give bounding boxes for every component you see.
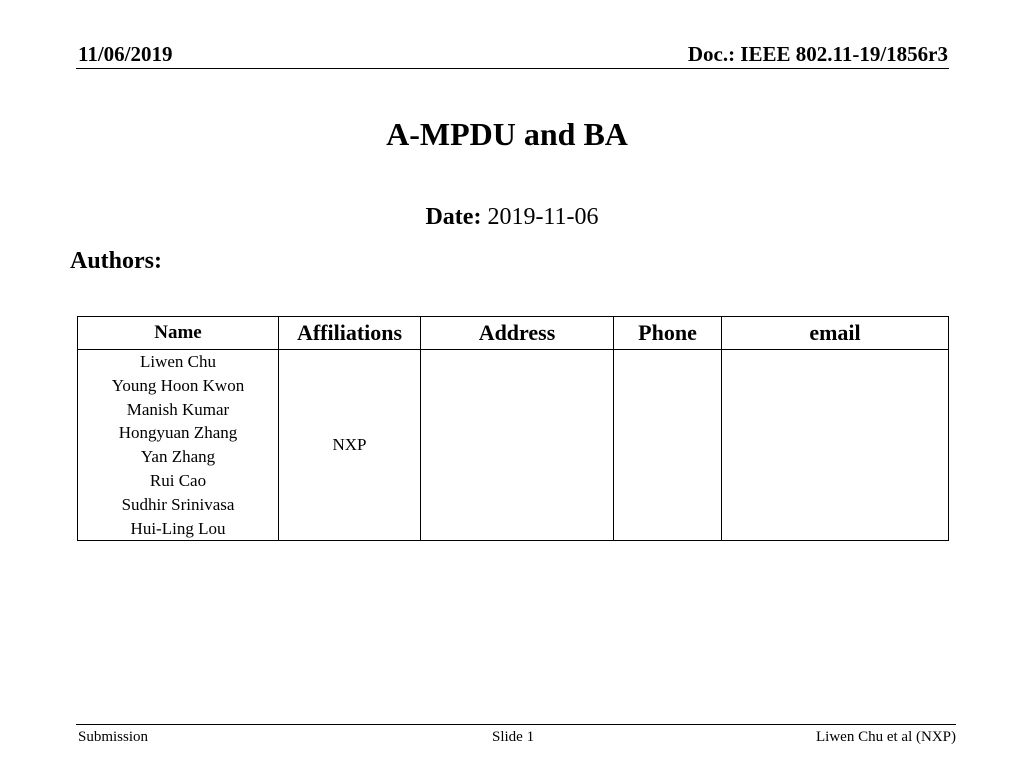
- column-header-email: email: [722, 317, 949, 350]
- author-name: Sudhir Srinivasa: [121, 494, 235, 514]
- email-cell: [722, 350, 949, 541]
- column-header-phone: Phone: [614, 317, 722, 350]
- author-name: Hui-Ling Lou: [130, 518, 226, 538]
- author-name: Hongyuan Zhang: [118, 423, 238, 443]
- address-cell: [421, 350, 614, 541]
- footer-slide-number: Slide 1: [492, 729, 535, 745]
- footer-authors: Liwen Chu et al (NXP): [816, 729, 956, 745]
- authors-table: [77, 316, 949, 541]
- header-date: 11/06/2019: [78, 42, 173, 66]
- date-value: 2019-11-06: [487, 204, 599, 230]
- phone-cell: [614, 350, 722, 541]
- column-header-affiliations: Affiliations: [279, 317, 421, 350]
- column-header-name: Name: [78, 317, 279, 350]
- date-label: Date:: [425, 204, 482, 230]
- author-name: Rui Cao: [149, 470, 207, 490]
- author-name: Young Hoon Kwon: [111, 375, 245, 395]
- column-header-address: Address: [421, 317, 614, 350]
- slide-title: A-MPDU and BA: [386, 116, 628, 152]
- table-row: [78, 350, 949, 541]
- names-cell: [78, 350, 279, 541]
- footer-submission: Submission: [78, 729, 149, 745]
- affiliation-cell: NXP: [279, 350, 421, 541]
- author-name: Liwen Chu: [139, 352, 217, 371]
- header-divider: [76, 68, 949, 69]
- authors-heading: Authors:: [70, 248, 163, 274]
- footer-divider: [76, 724, 956, 725]
- table-header-row: [78, 317, 949, 350]
- author-name: Manish Kumar: [126, 399, 230, 419]
- date-line: [0, 204, 1024, 231]
- author-name: Yan Zhang: [140, 447, 216, 467]
- header-doc-id: Doc.: IEEE 802.11-19/1856r3: [687, 42, 948, 66]
